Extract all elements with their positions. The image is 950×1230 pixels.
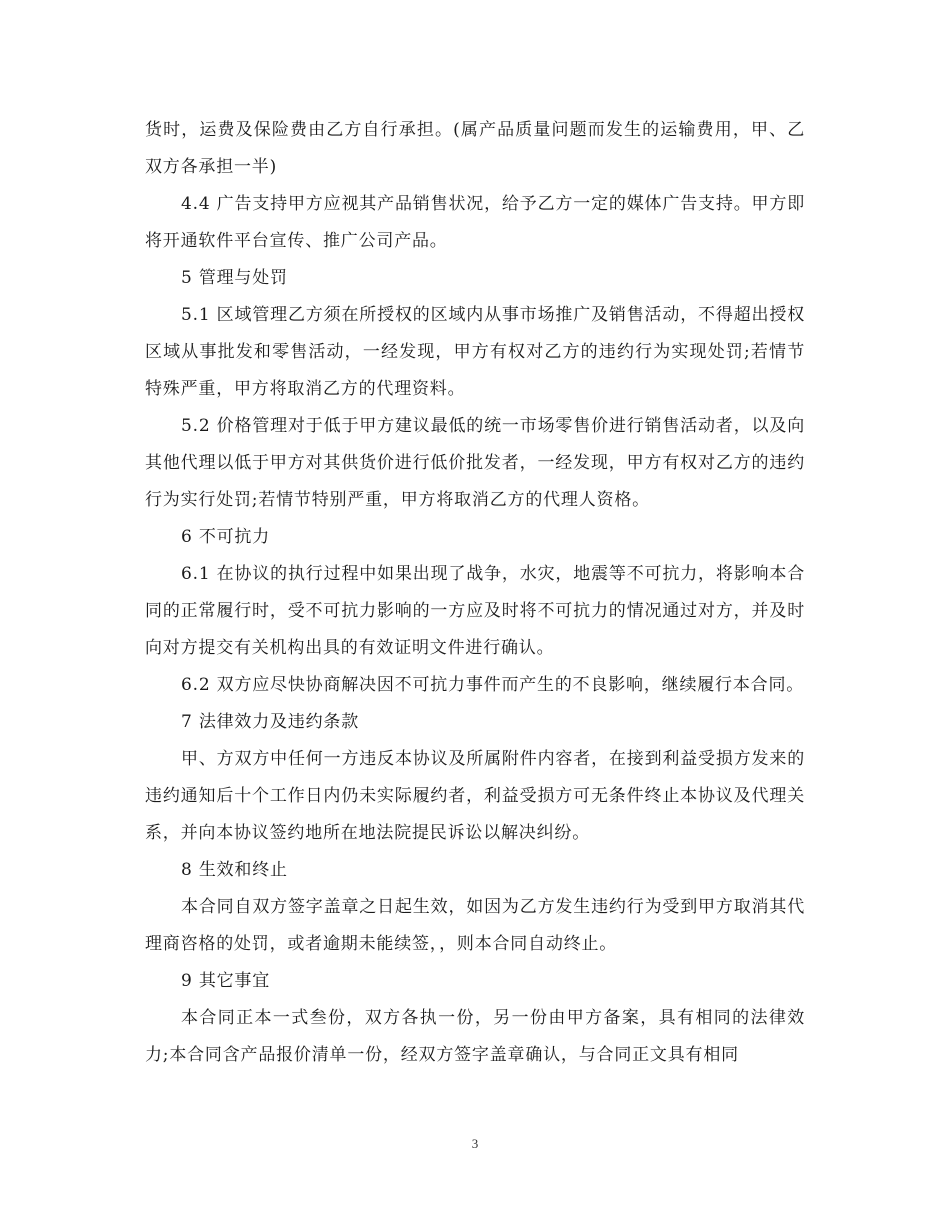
section-heading-7: 7 法律效力及违约条款 bbox=[181, 712, 360, 732]
paragraph-6-2: 6.2 双方应尽快协商解决因不可抗力事件而产生的不良影响，继续履行本合同。 bbox=[181, 675, 805, 695]
section-heading-9: 9 其它事宜 bbox=[181, 971, 271, 991]
section-heading-8: 8 生效和终止 bbox=[181, 860, 288, 880]
document-body bbox=[145, 112, 805, 1074]
paragraph-7: 甲、方双方中任何一方违反本协议及所属附件内容者，在接到利益受损方发来的违约通知后十个工作日内仍未实际履约者，利益受损方可无条件终止本协议及代理关系，并向本协议签约地所在地法院提民诉讼以解决纠纷。 bbox=[145, 749, 805, 843]
section-heading-5: 5 管理与处罚 bbox=[181, 268, 288, 288]
page-number: 3 bbox=[471, 1136, 479, 1151]
paragraph-1: 货时，运费及保险费由乙方自行承担。(属产品质量问题而发生的运输费用，甲、乙双方各承担一半) bbox=[145, 120, 805, 177]
paragraph-5-2: 5.2 价格管理对于低于甲方建议最低的统一市场零售价进行销售活动者，以及向其他代理以低于甲方对其供货价进行低价批发者，一经发现，甲方有权对乙方的违约行为实行处罚;若情节特别严重，甲方将取消乙方的代理人资格。 bbox=[145, 416, 805, 510]
section-heading-6: 6 不可抗力 bbox=[181, 527, 271, 547]
paragraph-6-1: 6.1 在协议的执行过程中如果出现了战争，水灾，地震等不可抗力，将影响本合同的正常履行时，受不可抗力影响的一方应及时将不可抗力的情况通过对方，并及时向对方提交有关机构出具的有效证明文件进行确认。 bbox=[145, 564, 805, 658]
paragraph-2: 4.4 广告支持甲方应视其产品销售状况，给予乙方一定的媒体广告支持。甲方即将开通软件平台宣传、推广公司产品。 bbox=[145, 194, 805, 251]
paragraph-5-1: 5.1 区域管理乙方须在所授权的区域内从事市场推广及销售活动，不得超出授权区域从事批发和零售活动，一经发现，甲方有权对乙方的违约行为实现处罚;若情节特殊严重，甲方将取消乙方的代理资料。 bbox=[145, 305, 805, 399]
paragraph-9: 本合同正本一式叁份，双方各执一份，另一份由甲方备案，具有相同的法律效力;本合同含产品报价清单一份，经双方签字盖章确认，与合同正文具有相同 bbox=[145, 1008, 805, 1065]
paragraph-8: 本合同自双方签字盖章之日起生效，如因为乙方发生违约行为受到甲方取消其代理商咨格的处罚，或者逾期未能续签，，则本合同自动终止。 bbox=[145, 897, 805, 954]
